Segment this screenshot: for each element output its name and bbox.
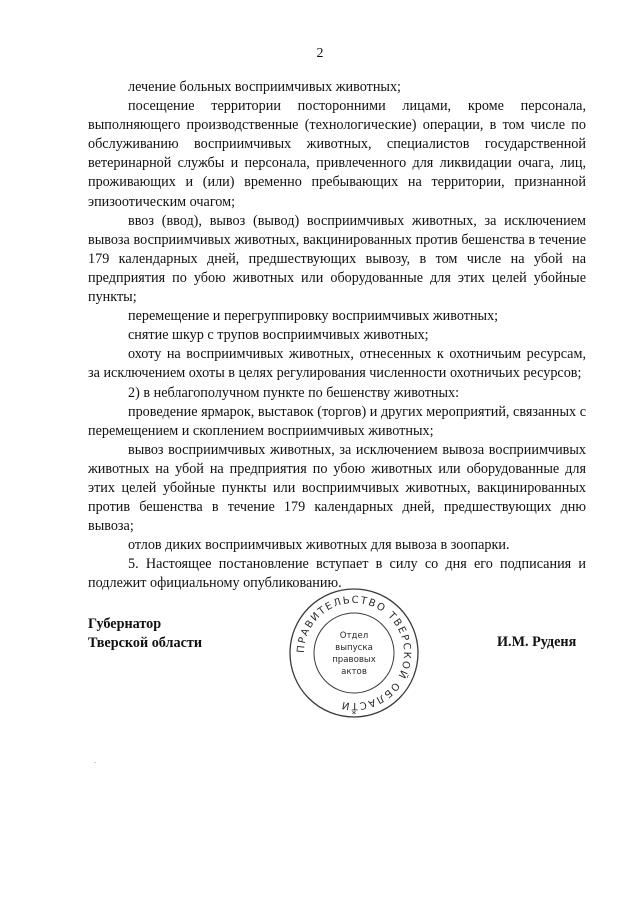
paragraph-item-2-heading: 2) в неблагополучном пункте по бешенству животных: xyxy=(128,384,460,401)
seal-inner-ring xyxy=(314,613,394,693)
seal-center-line3: правовых xyxy=(332,655,376,665)
document-body xyxy=(88,78,586,594)
scan-speck xyxy=(94,762,96,763)
seal-ring-textpath: ПРАВИТЕЛЬСТВО ТВЕРСКОЙ ОБЛАСТИ xyxy=(295,594,413,712)
paragraph-effective-date: 5. Настоящее постановление вступает в силу со дня его подписания и подлежит официальному опубликованию. xyxy=(88,556,586,592)
paragraph-treatment: лечение больных восприимчивых животных; xyxy=(128,79,401,95)
signature-position-line1: Губернатор xyxy=(88,616,162,632)
paragraph-skinning: снятие шкур с трупов восприимчивых животных; xyxy=(128,327,429,344)
paragraph-regrouping: перемещение и перегруппировку восприимчивых животных; xyxy=(128,308,499,325)
paragraph-import-export: ввоз (ввод), вывоз (вывод) восприимчивых животных, за исключением вывоза восприимчивых животных, вакцинированных против бешенства в течение 179 календарных дней, предшествующих вывозу, в том числе на убой на предприятия по убою животных или оборудованные для этих целей убойные пункты; xyxy=(88,212,586,306)
seal-center-line4: актов xyxy=(341,667,367,677)
signature-position xyxy=(88,615,202,653)
seal-star: * xyxy=(351,710,357,720)
seal-center-line2: выпуска xyxy=(335,643,373,653)
paragraph-fairs: проведение ярмарок, выставок (торгов) и других мероприятий, связанных с перемещением и скоплением восприимчивых животных; xyxy=(88,403,586,439)
signature-name: И.М. Руденя xyxy=(497,634,577,650)
page-number: 2 xyxy=(316,46,324,61)
paragraph-removal: вывоз восприимчивых животных, за исключением вывоза восприимчивых животных на убой на предприятия по убою животных или оборудованные для этих целей убойные пункты или восприимчивых животных, вакцинированных против бешенства в течение 179 календарных дней, предшествующих дню вывоза; xyxy=(88,441,586,535)
paragraph-visits: посещение территории посторонними лицами, кроме персонала, выполняющего производственные (технологические) операции, в том числе по обслуживанию восприимчивых животных, специалистов государственной ветеринарной службы и персонала, привлеченного для ликвидации очага, лиц, проживающих и (или) временно пребывающих на территории, признанной эпизоотическим очагом; xyxy=(88,98,586,210)
paragraph-capture: отлов диких восприимчивых животных для вывоза в зоопарки. xyxy=(128,537,510,554)
paragraph-hunting: охоту на восприимчивых животных, отнесенных к охотничьим ресурсам, за исключением охоты в целях регулирования численности охотничьих ресурсов; xyxy=(88,346,586,382)
signature-position-line2: Тверской области xyxy=(88,635,203,651)
official-seal xyxy=(284,583,424,723)
seal-outer-ring xyxy=(290,589,418,717)
seal-center-line1: Отдел xyxy=(339,631,369,641)
